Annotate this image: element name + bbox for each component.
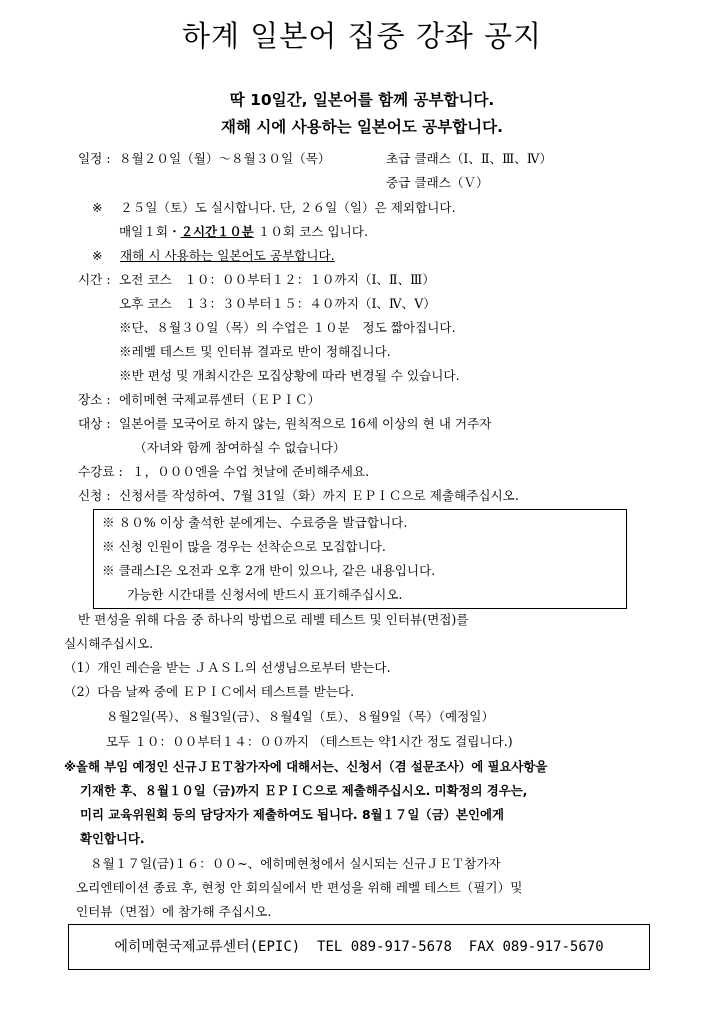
target-note: （자녀와 함께 참여하실 수 없습니다） (134, 440, 346, 455)
time-note-a: ※단、８월３０일（목）의 수업은 １０분 정도 짧아집니다. (119, 320, 456, 335)
jet-notice-line-5: ８월１７일(금)１６：００~、에히메현청에서 실시되는 신규ＪＥＴ참가자 (90, 856, 501, 871)
page-title: 하계 일본어 집중 강좌 공지 (181, 19, 543, 53)
apply-label: 신청 : (78, 488, 111, 503)
fee-label: 수강료 : (78, 464, 123, 479)
level-test-dates: ８월2일(목）、８월3일(금）、８월4일（토）、８월9일（목）（예정일） (106, 709, 495, 724)
level-option-2: （2）다음 날짜 중에 ＥＰＩＣ에서 테스트를 받는다. (64, 684, 355, 699)
jet-notice-line-4: 확인합니다. (80, 831, 145, 846)
level-test-hours: 모두 １０：００부터１４：００까지 （테스트는 약1시간 정도 걸립니다.) (106, 734, 513, 749)
jet-notice-line-7: 인터뷰（면접）에 참가해 주십시오. (76, 904, 272, 919)
jet-notice-line-2: 기재한 후、８월１０일（금)까지 ＥＰＩＣ으로 제출해주십시오. 미확정의 경우는, (80, 783, 528, 798)
contact-fax: FAX 089-917-5670 (468, 939, 604, 955)
box-note-3: ※ 클래스Ⅰ은 오전과 오후 2개 반이 있으나, 같은 내용입니다. (102, 563, 436, 578)
time-note-c: ※반 편성 및 개최시간은 모집상황에 따라 변경될 수 있습니다. (119, 368, 460, 383)
frequency-duration: ２시간１０분 (180, 224, 254, 239)
target-label: 대상 : (78, 416, 111, 431)
note-mark: ※ (92, 248, 103, 263)
subtitle-line-2: 재해 시에 사용하는 일본어도 공부합니다. (220, 118, 503, 136)
box-note-2: ※ 신청 인원이 많을 경우는 선착순으로 모집합니다. (102, 539, 386, 554)
place-value: 에히메현 국제교류센터（ＥＰＩＣ） (119, 392, 321, 407)
apply-value: 신청서를 작성하여、7월 31일（화）까지 ＥＰＩＣ으로 제출해주십시오. (119, 488, 519, 503)
place-label: 장소 : (78, 392, 111, 407)
contact-info (68, 936, 650, 956)
schedule-dates: ８월２０일（월）～８월３０일（목） (119, 151, 331, 166)
time-label: 시간 : (78, 272, 111, 287)
jet-notice-line-1: ※올해 부임 예정인 신규ＪＥＴ참가자에 대해서는、신청서（겸 설문조사）에 필요사항을 (64, 759, 548, 774)
schedule-frequency (119, 223, 368, 241)
time-morning: 오전 코스 １０：００부터１２：１０까지（Ⅰ、Ⅱ、Ⅲ） (119, 272, 435, 287)
schedule-class-beginner: 초급 클래스（Ⅰ、Ⅱ、Ⅲ、Ⅳ） (386, 151, 553, 166)
frequency-prefix: 매일１회・ (119, 224, 181, 239)
jet-notice-line-6: 오리엔테이션 종료 후, 현청 안 회의실에서 반 편성을 위해 레벨 테스트（필기）및 (76, 880, 523, 895)
contact-tel: TEL 089-917-5678 (317, 939, 452, 955)
schedule-note-1: ２５일（토）도 실시합니다. 단, ２６일（일）은 제외합니다. (120, 200, 456, 215)
box-note-4: 가능한 시간대를 신청서에 반드시 표기해주십시오. (127, 587, 403, 602)
frequency-suffix: １０회 코스 입니다. (253, 224, 368, 239)
jet-notice-line-3: 미리 교육위원회 등의 담당자가 제출하여도 됩니다. 8월１７일（금）본인에게 (80, 807, 504, 822)
schedule-note-2: 재해 시 사용하는 일본어도 공부합니다. (120, 248, 335, 263)
fee-value: １，０００엔을 수업 첫날에 준비해주세요. (132, 464, 370, 479)
level-intro-1: 반 편성을 위해 다음 중 하나의 방법으로 레벨 테스트 및 인터뷰(면접)를 (78, 612, 469, 627)
note-mark: ※ (92, 200, 103, 215)
box-note-1: ※ ８０% 이상 출석한 분에게는、수료증을 발급합니다. (102, 515, 408, 530)
level-intro-2: 실시해주십시오. (64, 636, 154, 651)
schedule-label: 일정 : (78, 151, 111, 166)
time-afternoon: 오후 코스 １３：３０부터１５：４０까지（Ⅰ、Ⅳ、Ⅴ） (119, 296, 436, 311)
time-note-b: ※레벨 테스트 및 인터뷰 결과로 반이 정해집니다. (119, 344, 391, 359)
subtitle-line-1: 딱 10일간, 일본어를 함께 공부합니다. (229, 91, 495, 109)
contact-org: 에히메현국제교류센터(EPIC) (114, 939, 301, 955)
level-option-1: （1）개인 레슨을 받는 ＪＡＳＬ의 선생님으로부터 받는다. (64, 660, 391, 675)
schedule-class-intermediate: 중급 클래스（Ｖ） (386, 175, 489, 190)
target-value: 일본어를 모국어로 하지 않는, 원칙적으로 16세 이상의 현 내 거주자 (119, 416, 492, 431)
